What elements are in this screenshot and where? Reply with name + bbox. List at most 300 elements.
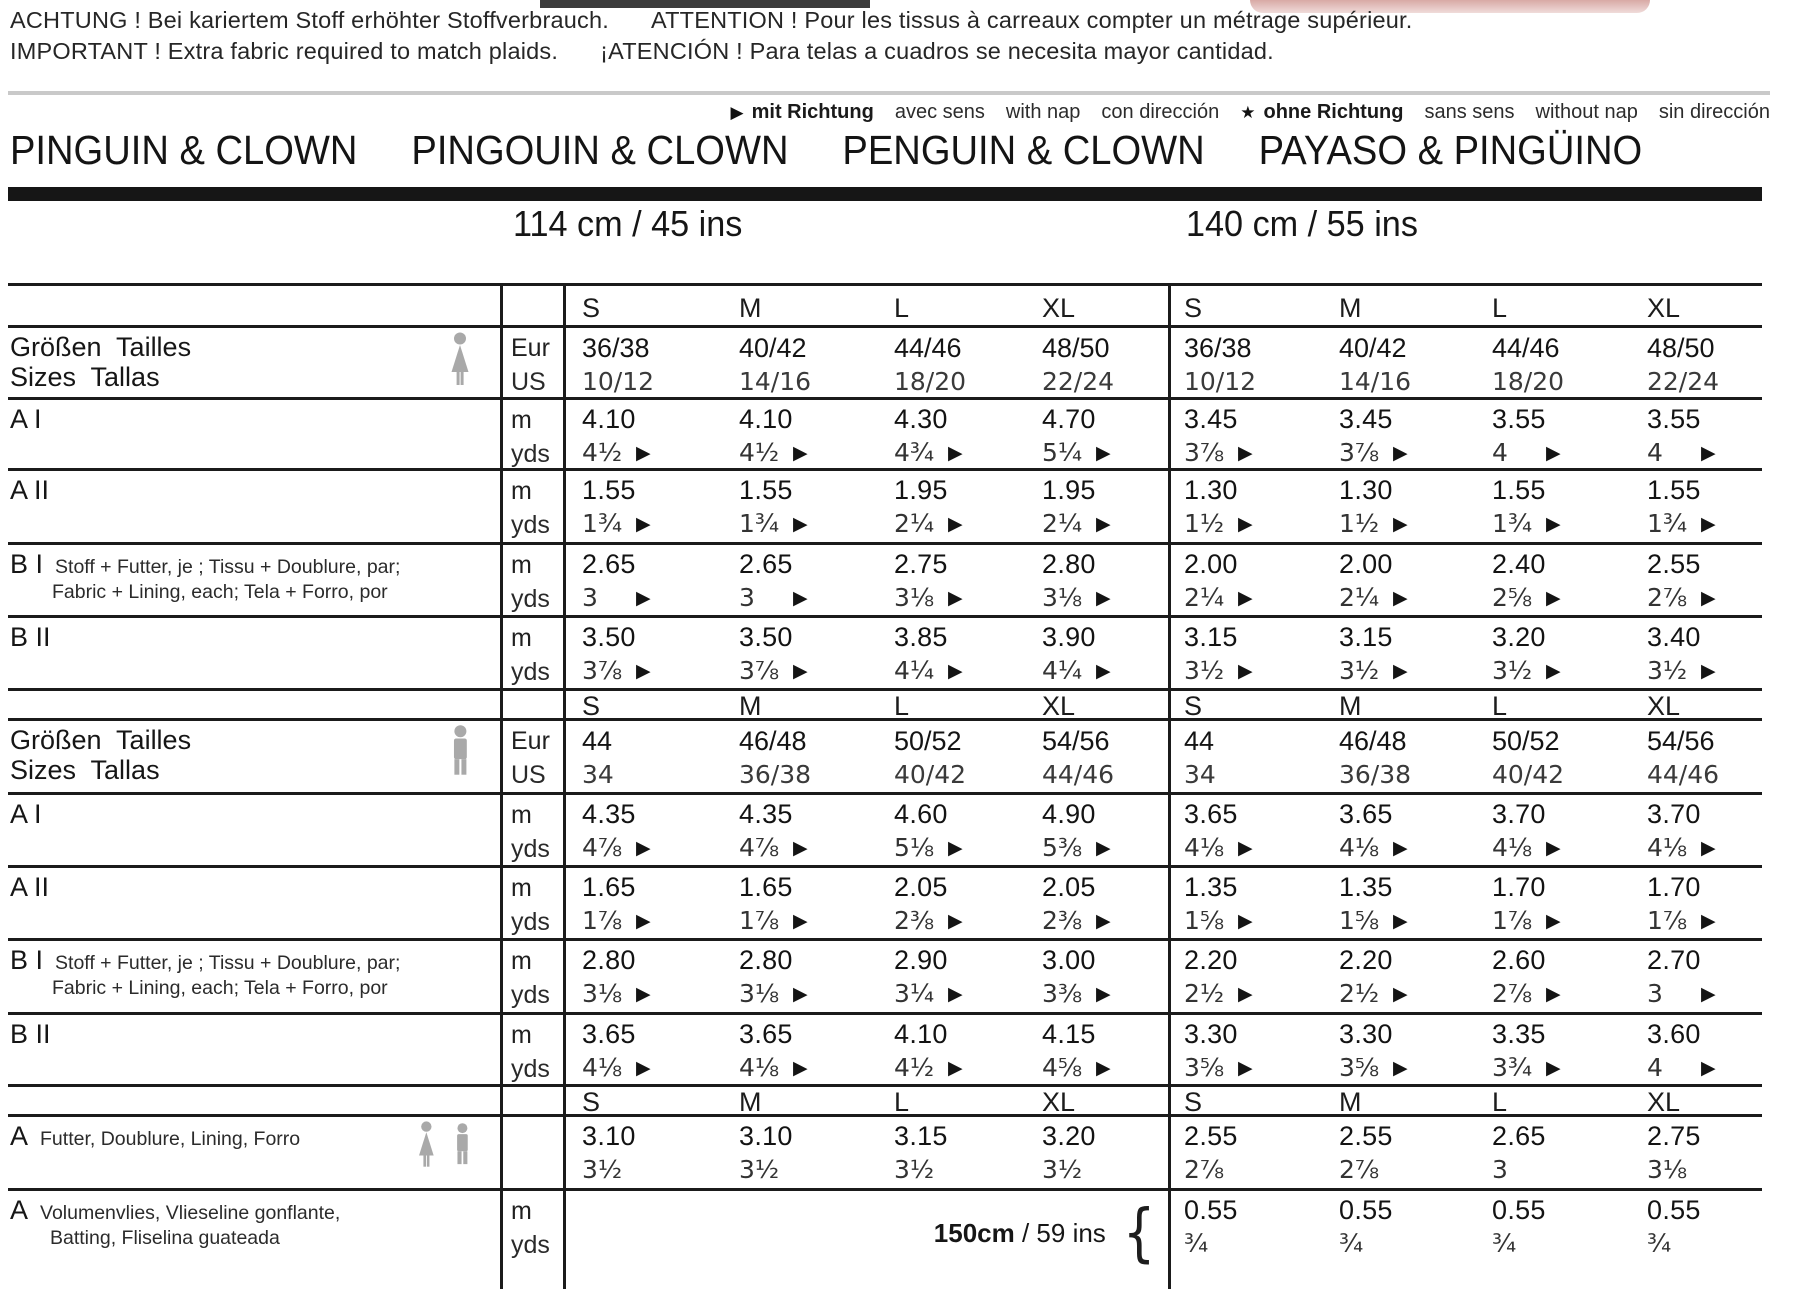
yardage-cell <box>878 721 1026 792</box>
nap-arrow-icon: ▶ <box>1701 587 1716 609</box>
unit-yds: yds <box>511 511 550 539</box>
yardage-cell <box>1168 328 1323 398</box>
yardage-cell <box>1323 618 1476 688</box>
yards-line <box>582 978 723 1010</box>
nap-arrow-icon: ▶ <box>1238 442 1253 464</box>
yardage-cell <box>1476 618 1631 688</box>
yardage-cell <box>1476 545 1631 615</box>
yards-line <box>1184 508 1323 540</box>
yards-line <box>1647 1052 1762 1084</box>
nap-arrow-icon: ▶ <box>1393 442 1408 464</box>
unit-yds: yds <box>511 585 550 613</box>
yardage-cell <box>878 545 1026 615</box>
yards-line <box>1647 437 1762 469</box>
yards-line <box>1492 905 1631 937</box>
yardage-cell <box>1323 545 1476 615</box>
yardage-cell <box>723 545 878 615</box>
size-column-header: S <box>1168 1087 1323 1115</box>
eur-size-value: 46/48 <box>1339 726 1407 756</box>
us-size-value: 40/42 <box>894 760 967 789</box>
yardage-cell <box>1168 795 1323 865</box>
size-column-header: L <box>894 1087 910 1117</box>
yards-value: 3 <box>739 583 755 612</box>
meters-value: 3.00 <box>1042 945 1096 975</box>
meters-value: 2.70 <box>1647 945 1701 975</box>
eur-size-value: 46/48 <box>739 726 807 756</box>
yardage-cell <box>1631 471 1762 542</box>
yards-line <box>1339 1228 1476 1260</box>
yards-value: 4⅛ <box>582 1053 623 1082</box>
eur-size-value: 50/52 <box>894 726 962 756</box>
yards-line <box>1042 437 1168 469</box>
meters-value: 2.65 <box>1492 1121 1546 1151</box>
yards-value: 3½ <box>894 1155 935 1184</box>
yardage-cell <box>1476 721 1631 792</box>
nap-arrow-icon: ▶ <box>1546 837 1561 859</box>
table-row <box>8 1114 1762 1188</box>
nap-arrow-icon: ▶ <box>1701 660 1716 682</box>
yards-line <box>1184 655 1323 687</box>
meters-value: 2.90 <box>894 945 948 975</box>
yardage-cell <box>1323 1191 1476 1289</box>
meters-value: 3.15 <box>894 1121 948 1151</box>
nap-legend <box>731 101 1770 124</box>
meters-value: 3.45 <box>1184 404 1238 434</box>
nap-arrow-icon: ▶ <box>1393 587 1408 609</box>
size-column-header: L <box>894 691 910 721</box>
eur-size-value: 54/56 <box>1647 726 1715 756</box>
yards-value: 3⅛ <box>582 979 623 1008</box>
meters-value: 0.55 <box>1492 1195 1546 1225</box>
meters-value: 2.80 <box>1042 549 1096 579</box>
unit-eur: Eur <box>511 334 550 362</box>
yards-value: 1⅞ <box>1492 906 1533 935</box>
meters-value: 3.10 <box>739 1121 793 1151</box>
yards-line <box>1184 1154 1323 1186</box>
yards-value: 5⅜ <box>1042 833 1083 862</box>
us-size-value: 14/16 <box>739 367 812 396</box>
yardage-cell <box>1631 721 1762 792</box>
title-fr: PINGOUIN & CLOWN <box>411 127 789 173</box>
view-label: B II <box>10 1019 51 1049</box>
yardage-cell <box>1631 328 1762 398</box>
yards-line <box>739 1052 878 1084</box>
nap-arrow-icon: ▶ <box>1096 983 1111 1005</box>
nap-arrow-icon: ▶ <box>1546 983 1561 1005</box>
nap-arrow-icon: ▶ <box>1238 983 1253 1005</box>
yards-line <box>1492 437 1631 469</box>
row-label-line <box>10 945 500 976</box>
nap-arrow-icon: ▶ <box>1238 837 1253 859</box>
header-spacer <box>8 691 500 719</box>
yards-line <box>1492 582 1631 614</box>
yards-line <box>894 655 1026 687</box>
meters-value: 3.65 <box>1339 799 1393 829</box>
legend-label: avec sens <box>894 101 985 123</box>
nap-arrow-icon: ▶ <box>1096 910 1111 932</box>
unit-cell <box>500 1117 566 1188</box>
us-size-value: 36/38 <box>1339 760 1412 789</box>
yards-value: ¾ <box>1339 1229 1364 1258</box>
batting-sublabel-line1: Volumenvlies, Vlieseline gonflante, <box>40 1202 341 1224</box>
view-sublabel-line1: Stoff + Futter, je ; Tissu + Doublure, par; <box>55 556 401 578</box>
meters-value: 1.30 <box>1184 475 1238 505</box>
yards-value: 3½ <box>1339 656 1380 685</box>
yards-line <box>739 437 878 469</box>
yardage-cell <box>723 618 878 688</box>
yards-line <box>1042 1052 1168 1084</box>
row-label-cell <box>8 471 500 542</box>
meters-value: 0.55 <box>1184 1195 1238 1225</box>
meters-value: 1.70 <box>1647 872 1701 902</box>
nap-arrow-icon: ▶ <box>1238 910 1253 932</box>
yards-line <box>1339 508 1476 540</box>
legend-item <box>1536 101 1638 124</box>
yards-line <box>739 905 878 937</box>
view-label: B I <box>10 549 44 579</box>
batting-sublabel-line2: Batting, Fliselina guateada <box>50 1227 280 1249</box>
yards-value: 2⅞ <box>1339 1155 1380 1184</box>
yardage-cell <box>1631 545 1762 615</box>
table-row <box>8 468 1762 542</box>
header-spacer <box>8 286 500 325</box>
meters-value: 1.30 <box>1339 475 1393 505</box>
unit-m: m <box>511 947 532 975</box>
legend-item <box>895 101 985 124</box>
nap-arrow-icon: ▶ <box>1393 1057 1408 1079</box>
yards-value: 3⅛ <box>739 979 780 1008</box>
legend-item <box>1659 101 1770 124</box>
yardage-cell <box>1168 400 1323 470</box>
meters-value: 3.50 <box>739 622 793 652</box>
yards-value: 1½ <box>1339 509 1380 538</box>
legend-label: sin dirección <box>1658 101 1770 123</box>
row-label-cell <box>8 618 500 688</box>
yards-line <box>1042 905 1168 937</box>
yards-line <box>1184 832 1323 864</box>
yardage-cell <box>1631 400 1762 470</box>
us-size-value: 34 <box>582 760 614 789</box>
size-column-header: L <box>894 293 910 323</box>
table-row <box>8 542 1762 615</box>
meters-value: 3.10 <box>582 1121 636 1151</box>
yards-value: 1⅞ <box>582 906 623 935</box>
meters-value: 4.60 <box>894 799 948 829</box>
unit-cell <box>500 795 566 865</box>
nap-arrow-icon: ▶ <box>948 983 963 1005</box>
nap-arrow-icon: ▶ <box>1701 442 1716 464</box>
yards-line <box>1042 978 1168 1010</box>
nap-arrow-icon: ▶ <box>793 1057 808 1079</box>
yardage-cell <box>1168 868 1323 938</box>
meters-value: 2.20 <box>1184 945 1238 975</box>
meters-value: 1.95 <box>894 475 948 505</box>
yards-value: 5¼ <box>1042 438 1083 467</box>
yards-value: ¾ <box>1647 1229 1672 1258</box>
yardage-cell <box>566 400 723 470</box>
size-column-header: M <box>1339 1087 1362 1117</box>
yardage-cell <box>878 400 1026 470</box>
yards-line <box>1339 582 1476 614</box>
yardage-cell <box>1168 618 1323 688</box>
eur-size-value: 44/46 <box>1492 333 1560 363</box>
yards-line <box>1492 508 1631 540</box>
meters-value: 4.10 <box>582 404 636 434</box>
yards-line <box>1647 655 1762 687</box>
meters-value: 2.75 <box>894 549 948 579</box>
yards-line <box>1042 1154 1168 1186</box>
nap-arrow-icon: ▶ <box>1701 837 1716 859</box>
meters-value: 2.65 <box>739 549 793 579</box>
eur-size-value: 44 <box>582 726 613 756</box>
man-icon <box>449 725 472 783</box>
yardage-cell <box>1026 1117 1168 1188</box>
legend-item <box>1240 101 1403 124</box>
yards-value: 2¼ <box>894 509 935 538</box>
yards-value: 3⅞ <box>582 656 623 685</box>
yardage-cell <box>1168 1015 1323 1085</box>
meters-value: 4.35 <box>582 799 636 829</box>
table-row <box>8 938 1762 1012</box>
us-size-value: 36/38 <box>739 760 812 789</box>
unit-cell <box>500 721 566 792</box>
nap-arrow-icon: ▶ <box>948 587 963 609</box>
meters-value: 3.65 <box>739 1019 793 1049</box>
meters-value: 2.55 <box>1339 1121 1393 1151</box>
plaid-notice <box>10 5 1413 67</box>
meters-value: 2.80 <box>739 945 793 975</box>
yards-value: 3⅛ <box>894 583 935 612</box>
nap-arrow-icon: ▶ <box>1393 983 1408 1005</box>
sizes-label-line1: Größen Tailles <box>10 725 192 755</box>
row-label-cell <box>8 328 500 398</box>
yards-value: 1⅞ <box>739 906 780 935</box>
unit-us: US <box>511 761 546 789</box>
yards-line <box>582 508 723 540</box>
size-column-header: M <box>739 691 762 721</box>
yards-value: 4½ <box>582 438 623 467</box>
yards-value: 4¾ <box>894 438 935 467</box>
table-row <box>8 865 1762 938</box>
yards-line <box>582 582 723 614</box>
yards-line <box>1647 1154 1762 1186</box>
sizes-label-line2: Sizes Tallas <box>10 755 160 785</box>
yards-line <box>739 978 878 1010</box>
yardage-cell <box>566 1015 723 1085</box>
yards-line <box>894 832 1026 864</box>
yards-value: 2¼ <box>1042 509 1083 538</box>
yardage-cell <box>723 1015 878 1085</box>
yardage-cell <box>1323 471 1476 542</box>
yardage-cell <box>1026 721 1168 792</box>
view-sublabel-line2: Fabric + Lining, each; Tela + Forro, por <box>52 581 388 603</box>
yardage-cell <box>1323 1117 1476 1188</box>
meters-value: 3.55 <box>1492 404 1546 434</box>
row-label-cell <box>8 1117 500 1188</box>
meters-value: 3.35 <box>1492 1019 1546 1049</box>
meters-value: 3.20 <box>1042 1121 1096 1151</box>
nap-arrow-icon: ▶ <box>948 1057 963 1079</box>
yardage-cell <box>723 721 878 792</box>
view-label: A II <box>10 872 50 902</box>
meters-value: 4.90 <box>1042 799 1096 829</box>
yardage-cell <box>1631 1117 1762 1188</box>
yards-line <box>1647 508 1762 540</box>
size-column-header: XL <box>1042 691 1076 721</box>
yards-value: 3⅞ <box>1184 438 1225 467</box>
meters-value: 1.55 <box>739 475 793 505</box>
yards-value: 2⅝ <box>1492 583 1533 612</box>
unit-m: m <box>511 1021 532 1049</box>
yardage-cell <box>723 328 878 398</box>
batting-width-unit: / 59 ins <box>1014 1217 1106 1248</box>
table-row <box>8 283 1762 325</box>
nap-arrow-icon: ▶ <box>948 442 963 464</box>
yards-value: 4¼ <box>1042 656 1083 685</box>
legend-item <box>1006 101 1081 124</box>
view-sublabel-line2: Fabric + Lining, each; Tela + Forro, por <box>52 977 388 999</box>
yardage-cell <box>566 328 723 398</box>
meters-value: 4.35 <box>739 799 793 829</box>
meters-value: 1.55 <box>1647 475 1701 505</box>
view-label: B II <box>10 622 51 652</box>
yardage-cell <box>1026 868 1168 938</box>
yards-line <box>582 655 723 687</box>
yards-value: 3 <box>582 583 598 612</box>
meters-value: 2.05 <box>1042 872 1096 902</box>
yards-value: 5⅛ <box>894 833 935 862</box>
unit-m: m <box>511 406 532 434</box>
yards-value: 1¾ <box>582 509 623 538</box>
yardage-cell <box>878 471 1026 542</box>
yards-line <box>1647 905 1762 937</box>
size-column-header: L <box>1492 691 1508 721</box>
yards-value: 2½ <box>1184 979 1225 1008</box>
yards-value: 3 <box>1647 979 1663 1008</box>
yards-value: 1¾ <box>1647 509 1688 538</box>
woman-icon <box>448 332 472 390</box>
row-label-cell <box>8 941 500 1012</box>
meters-value: 2.75 <box>1647 1121 1701 1151</box>
eur-size-value: 40/42 <box>1339 333 1407 363</box>
with-nap-arrow-icon: ▶ <box>730 102 744 123</box>
size-column-header: M <box>1339 293 1362 323</box>
yards-line <box>1339 1154 1476 1186</box>
yards-line <box>739 655 878 687</box>
yardage-cell <box>566 545 723 615</box>
notice-es: ¡ATENCIÓN ! Para telas a cuadros se necesita mayor cantidad. <box>600 38 1274 64</box>
yards-value: 4 <box>1647 438 1663 467</box>
yards-line <box>1184 582 1323 614</box>
nap-arrow-icon: ▶ <box>1238 1057 1253 1079</box>
yards-line <box>894 905 1026 937</box>
size-column-header: S <box>1168 286 1323 325</box>
yards-value: 3½ <box>1492 656 1533 685</box>
nap-arrow-icon: ▶ <box>793 910 808 932</box>
row-label-line <box>10 1195 500 1226</box>
yards-value: 2¼ <box>1339 583 1380 612</box>
nap-arrow-icon: ▶ <box>793 660 808 682</box>
yards-value: 3½ <box>1042 1155 1083 1184</box>
view-label: B I <box>10 945 44 975</box>
batting-width-note-cell <box>566 1191 1168 1275</box>
yards-value: 3¾ <box>1492 1053 1533 1082</box>
meters-value: 2.55 <box>1184 1121 1238 1151</box>
yards-value: 3⅝ <box>1184 1053 1225 1082</box>
yardage-cell <box>1026 328 1168 398</box>
yardage-cell <box>723 795 878 865</box>
yardage-cell <box>1476 795 1631 865</box>
size-column-header: XL <box>1647 293 1681 323</box>
yards-value: 3⅜ <box>1042 979 1083 1008</box>
row-label-cell <box>8 1191 500 1289</box>
row-label-line <box>10 549 500 580</box>
yardage-cell <box>1168 471 1323 542</box>
yards-line <box>1647 1228 1762 1260</box>
nap-arrow-icon: ▶ <box>1096 1057 1111 1079</box>
meters-value: 3.55 <box>1647 404 1701 434</box>
yards-value: 4⅝ <box>1042 1053 1083 1082</box>
nap-arrow-icon: ▶ <box>1393 910 1408 932</box>
yards-line <box>1042 832 1168 864</box>
yardage-cell <box>878 1015 1026 1085</box>
meters-value: 0.55 <box>1647 1195 1701 1225</box>
yardage-cell <box>1476 328 1631 398</box>
nap-arrow-icon: ▶ <box>793 837 808 859</box>
yardage-cell <box>1026 1015 1168 1085</box>
nap-arrow-icon: ▶ <box>1546 660 1561 682</box>
eur-size-value: 44/46 <box>894 333 962 363</box>
yards-line <box>582 437 723 469</box>
without-nap-star-icon: ★ <box>1240 102 1256 123</box>
meters-value: 1.55 <box>582 475 636 505</box>
view-label: A <box>10 1195 29 1225</box>
yardage-cell <box>1026 941 1168 1012</box>
yardage-cell <box>723 400 878 470</box>
table-row <box>8 1084 1762 1117</box>
yards-line <box>894 1052 1026 1084</box>
yards-value: ¾ <box>1492 1229 1517 1258</box>
yardage-cell <box>566 618 723 688</box>
nap-arrow-icon: ▶ <box>636 587 651 609</box>
row-label-cell <box>8 868 500 938</box>
yardage-cell <box>1631 941 1762 1012</box>
yards-line <box>739 1154 878 1186</box>
title-es: PAYASO & PINGÜINO <box>1258 127 1643 173</box>
meters-value: 3.30 <box>1339 1019 1393 1049</box>
title-en: PENGUIN & CLOWN <box>842 127 1205 173</box>
eur-size-value: 44 <box>1184 726 1215 756</box>
yards-line <box>1339 832 1476 864</box>
size-column-header: S <box>582 1087 601 1117</box>
nap-arrow-icon: ▶ <box>1393 660 1408 682</box>
divider-line <box>8 91 1770 95</box>
unit-yds: yds <box>511 981 550 1009</box>
table-row <box>8 615 1762 688</box>
legend-label: with nap <box>1005 101 1081 123</box>
title-rule <box>8 187 1762 201</box>
yards-value: 3⅛ <box>1042 583 1083 612</box>
nap-arrow-icon: ▶ <box>948 660 963 682</box>
yards-line <box>1339 655 1476 687</box>
yardage-cell <box>1026 471 1168 542</box>
yardage-cell <box>723 471 878 542</box>
yards-value: 4 <box>1647 1053 1663 1082</box>
yardage-cell <box>878 1117 1026 1188</box>
yardage-cell <box>878 868 1026 938</box>
nap-arrow-icon: ▶ <box>636 983 651 1005</box>
meters-value: 1.55 <box>1492 475 1546 505</box>
